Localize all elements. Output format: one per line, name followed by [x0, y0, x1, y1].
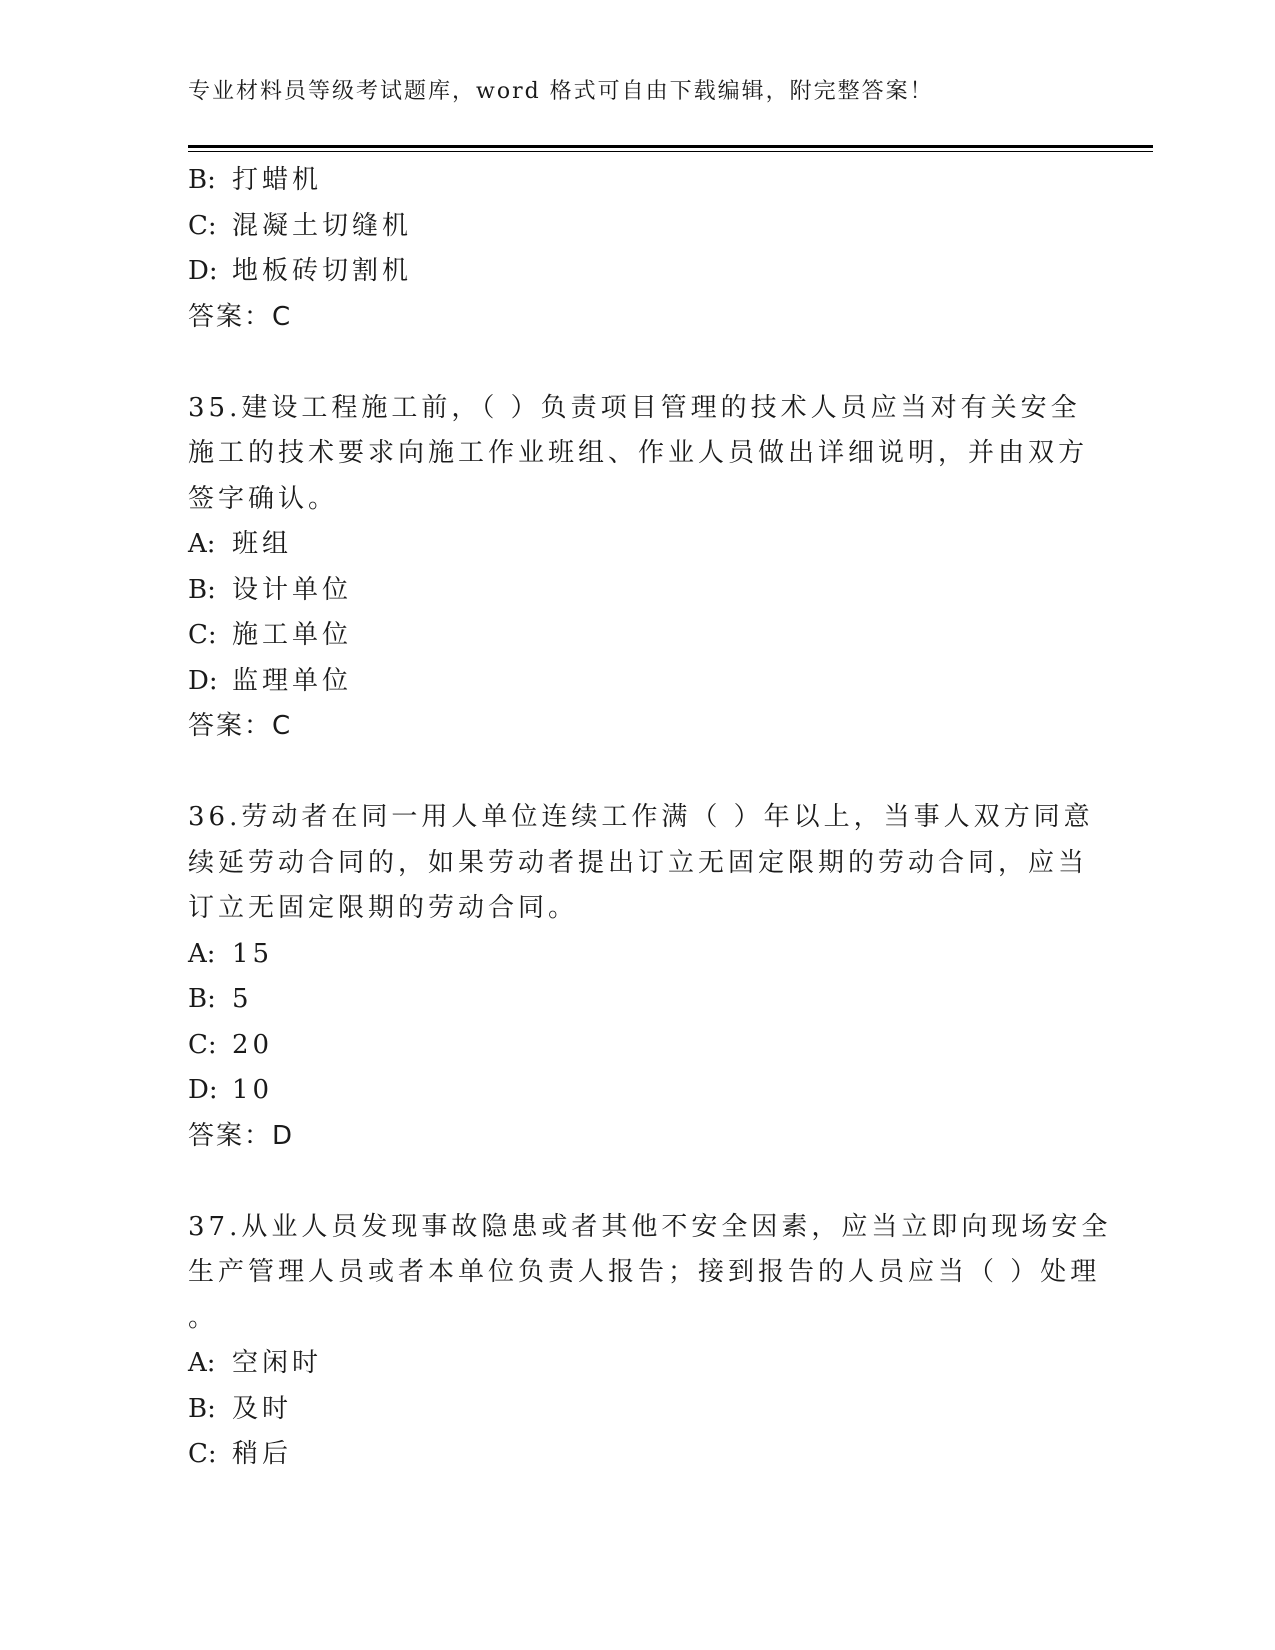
option-d: D: 监理单位 [188, 665, 353, 696]
option-a: A: 15 [188, 938, 274, 969]
prev-question-options [188, 158, 1088, 340]
option-d: D: 10 [188, 1075, 274, 1105]
option-b: B: 及时 [188, 1393, 293, 1424]
option-c: C: 施工单位 [188, 620, 353, 650]
question-36 [188, 795, 1094, 1159]
option-b: B: 5 [188, 984, 253, 1014]
question-content [188, 158, 1112, 1478]
answer-line: 答案：C [188, 301, 293, 332]
question-text-line: 签字确认。 [188, 483, 339, 514]
option-c: C: 20 [188, 1029, 274, 1060]
option-d: D: 地板砖切割机 [188, 256, 413, 286]
option-a: A: 班组 [188, 529, 293, 559]
header-rule-thin [188, 151, 1153, 152]
question-text-line: 37.从业人员发现事故隐患或者其他不安全因素，应当立即向现场安全 [188, 1211, 1112, 1242]
page-header: 专业材料员等级考试题库，word 格式可自由下载编辑，附完整答案！ [188, 79, 934, 104]
option-b: B: 设计单位 [188, 574, 353, 605]
option-c: C: 稍后 [188, 1439, 293, 1469]
question-37 [188, 1205, 1112, 1478]
question-text-line: 订立无固定限期的劳动合同。 [188, 893, 579, 923]
question-text-line: 35.建设工程施工前，（ ）负责项目管理的技术人员应当对有关安全 [188, 392, 1081, 423]
question-text-line: 。 [188, 1302, 219, 1333]
option-b: B: 打蜡机 [188, 165, 323, 195]
question-text-line: 36.劳动者在同一用人单位连续工作满（ ）年以上，当事人双方同意 [188, 802, 1094, 832]
question-text-line: 生产管理人员或者本单位负责人报告；接到报告的人员应当（ ）处理 [188, 1257, 1101, 1287]
question-text-line: 续延劳动合同的，如果劳动者提出订立无固定限期的劳动合同，应当 [188, 847, 1089, 878]
header-rule-thick [188, 145, 1153, 148]
question-35 [188, 386, 1088, 750]
answer-line: 答案：C [188, 711, 293, 741]
option-a: A: 空闲时 [188, 1348, 323, 1378]
option-c: C: 混凝土切缝机 [188, 210, 413, 241]
answer-line: 答案：D [188, 1120, 295, 1151]
question-text-line: 施工的技术要求向施工作业班组、作业人员做出详细说明，并由双方 [188, 438, 1089, 468]
